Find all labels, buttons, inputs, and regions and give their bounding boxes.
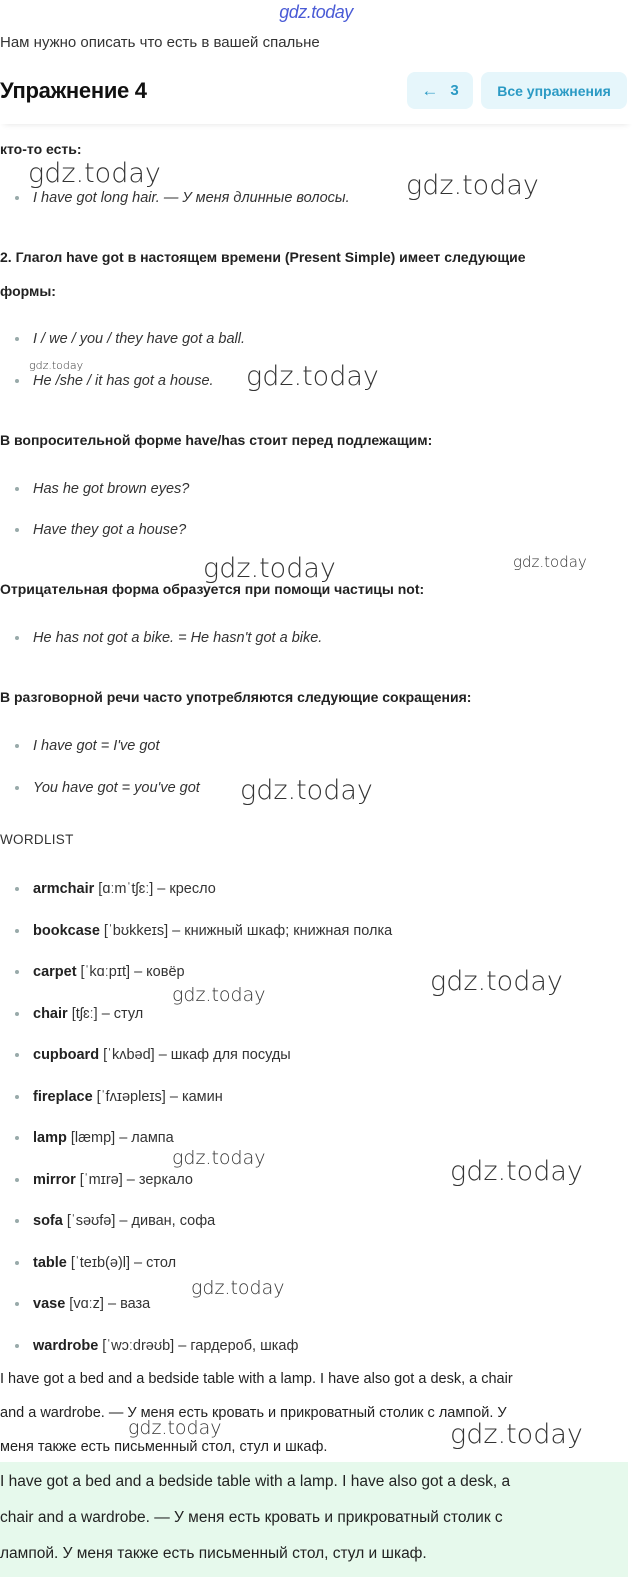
wordlist-word: mirror [33,1172,76,1188]
contractions-heading: В разговорной речи часто употребляются следующие сокращения: [0,689,472,705]
list-item [15,331,245,347]
wordlist-word: bookcase [33,923,100,939]
wordlist-definition: [ˈkʌbəd] – шкаф для посуды [99,1047,291,1063]
answer-line: chair and a wardrobe. — У меня есть кровать и прикроватный столик с [0,1509,503,1526]
wordlist-word: fireplace [33,1089,93,1105]
watermark: gdz.today [513,553,587,571]
wordlist-definition: [ˈkɑːpɪt] – ковёр [76,964,185,980]
paragraph-line: and a wardrobe. — У меня есть кровать и прикроватный столик с лампой. У [0,1405,507,1421]
list-item-text: I / we / you / they have got a ball. [33,331,245,347]
wordlist-definition: [ɑːmˈtʃɛː] – кресло [94,881,216,897]
wordlist-word: sofa [33,1213,63,1229]
watermark: gdz.today [203,553,336,584]
list-item-text: You have got = you've got [33,780,200,796]
watermark: gdz.today [406,170,539,201]
wordlist-definition: [ˈmɪrə] – зеркало [75,1172,193,1188]
negative-heading: Отрицательная форма образуется при помощи частицы not: [0,581,425,597]
wordlist-word: lamp [33,1130,67,1146]
wordlist-item [15,1172,193,1188]
list-item [15,780,200,796]
wordlist-word: table [33,1255,67,1271]
wordlist-item [15,1089,223,1105]
wordlist-item [15,1006,143,1022]
wordlist-definition: [ˈwɔːdrəʊb] – гардероб, шкаф [98,1338,299,1354]
page-title: Упражнение 4 [0,78,147,103]
wordlist-item [15,881,216,897]
watermark: gdz.today [191,1277,285,1299]
wordlist-item [15,1047,291,1063]
watermark: gdz.today [246,361,379,392]
list-item-text: He has not got a bike. = He hasn't got a bike. [33,630,323,646]
watermark: gdz.today [29,359,84,372]
wordlist-word: wardrobe [33,1338,99,1354]
question-heading: В вопросительной форме have/has стоит перед подлежащим: [0,432,433,448]
wordlist-word: chair [33,1006,68,1022]
wordlist-definition: [ˈsəʊfə] – диван, софа [62,1213,216,1229]
wordlist-definition: [ˈfʌɪəpleɪs] – камин [92,1089,223,1105]
list-item-text: I have got = I've got [33,738,160,754]
answer-line: лампой. У меня также есть письменный стол, стул и шкаф. [0,1545,427,1562]
list-item [15,190,350,206]
wordlist-item [15,1255,176,1271]
wordlist-item [15,923,392,939]
wordlist-word: vase [33,1296,66,1312]
wordlist-word: cupboard [33,1047,100,1063]
section2-line1: 2. Глагол have got в настоящем времени (Present Simple) имеет следующие [0,249,526,265]
wordlist-definition: [læmp] – лампа [66,1130,174,1146]
top-watermark: gdz.today [279,2,353,22]
watermark: gdz.today [450,1156,583,1187]
wordlist-definition: [ˈteɪb(ə)l] – стол [66,1255,177,1271]
example-paragraph [0,1362,628,1464]
list-item [15,373,214,389]
section2-line2: формы: [0,283,56,299]
wordlist-item [15,964,185,980]
watermark: gdz.today [172,984,266,1006]
intro-text: Нам нужно описать что есть в вашей спальне [0,34,320,51]
answer-box [0,1462,628,1577]
list-item [15,738,160,754]
wordlist-title: WORDLIST [0,832,74,847]
wordlist-definition: [ˈbʊkkeɪs] – книжный шкаф; книжная полка [99,923,393,939]
wordlist-item [15,1296,150,1312]
wordlist-definition: [tʃɛː] – стул [67,1006,144,1022]
all-exercises-button[interactable]: Все упражнения [481,72,627,109]
watermark: gdz.today [240,775,373,806]
watermark: gdz.today [128,1417,222,1439]
wordlist-word: carpet [33,964,77,980]
prev-exercise-button[interactable] [407,72,473,109]
wordlist-item [15,1338,298,1354]
wordlist-definition: [vɑːz] – ваза [65,1296,151,1312]
watermark: gdz.today [450,1419,583,1450]
prev-exercise-label: 3 [450,82,459,99]
section1-tail: кто-то есть: [0,141,82,157]
paragraph-line: меня также есть письменный стол, стул и шкаф. [0,1439,328,1455]
list-item [15,481,189,497]
list-item-text: Have they got a house? [33,522,187,538]
wordlist-item [15,1213,215,1229]
list-item [15,522,186,538]
wordlist-item [15,1130,174,1146]
answer-line: I have got a bed and a bedside table with a lamp. I have also got a desk, a [0,1473,511,1490]
watermark: gdz.today [430,966,563,997]
list-item-text: Has he got brown eyes? [33,481,190,497]
wordlist-word: armchair [33,881,95,897]
list-item [15,630,322,646]
watermark: gdz.today [172,1147,266,1169]
watermark: gdz.today [28,158,161,189]
arrow-left-icon: ← [421,80,439,100]
paragraph-line: I have got a bed and a bedside table with a lamp. I have also got a desk, a chair [0,1371,513,1387]
list-item-text: He /she / it has got a house. [33,373,214,389]
list-item-text: I have got long hair. — У меня длинные волосы. [33,190,350,206]
